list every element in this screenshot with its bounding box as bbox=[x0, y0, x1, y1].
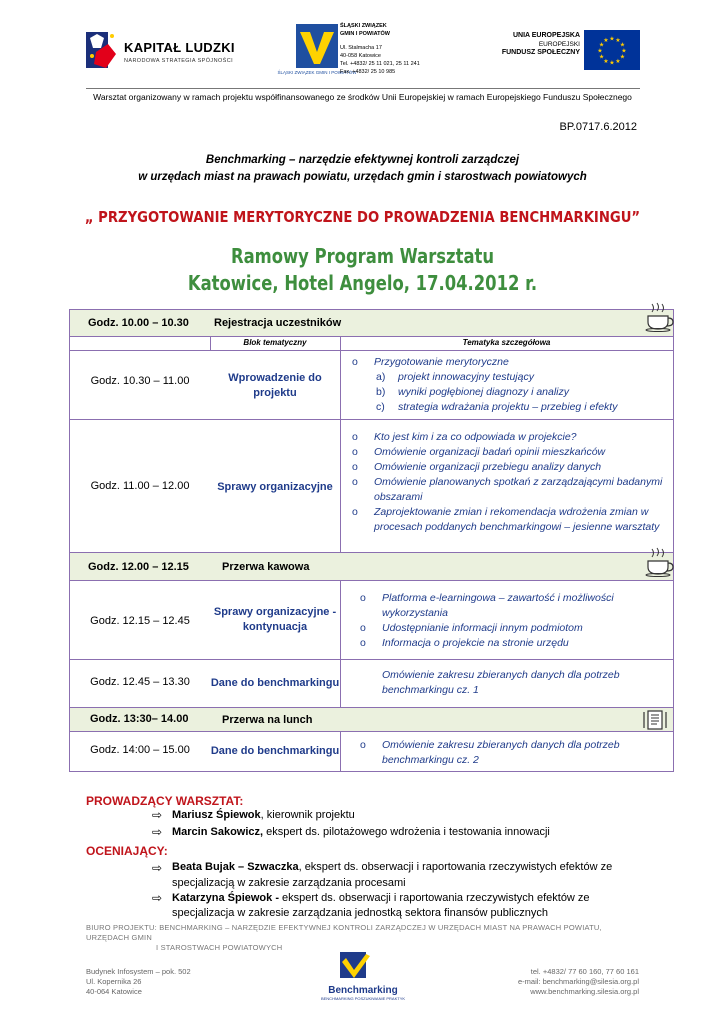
eu-star-icon: ★ bbox=[603, 38, 609, 45]
silesian-addr-fax: Fax. +4832/ 25 10 985 bbox=[340, 69, 396, 75]
list-item bbox=[352, 355, 672, 370]
eu-star-icon: ★ bbox=[598, 42, 605, 49]
list-item bbox=[352, 460, 672, 475]
program-title: Ramowy Program Warsztatu bbox=[230, 244, 495, 268]
subtopic-text: projekt innowacyjny testujący bbox=[398, 371, 534, 383]
session-topics bbox=[360, 591, 680, 651]
list-item bbox=[352, 430, 672, 445]
bullet-circle-icon: o bbox=[352, 446, 358, 458]
kapital-ludzki-star-icon bbox=[86, 28, 118, 72]
column-divider bbox=[340, 732, 341, 772]
silesian-name-line-1: ŚLĄSKI ZWIĄZEK bbox=[340, 23, 387, 29]
benchmarking-logo-sub: BENCHMARKING POSZUKIWANIE PRAKTYK bbox=[320, 996, 406, 1001]
registration-label: Rejestracja uczestników bbox=[214, 317, 342, 329]
subtopic-text: strategia wdrażania projektu – przebieg i efekty bbox=[398, 401, 618, 413]
break-time: Godz. 13:30– 14.00 bbox=[90, 713, 189, 725]
project-office-note bbox=[86, 923, 640, 953]
footer-phone: tel. +4832/ 77 60 160, 77 60 161 bbox=[530, 967, 639, 976]
list-item bbox=[352, 505, 672, 535]
evaluator-person-2-cont: specjalizacja w zakresie zarządzania jednostką sektora finansów publicznych bbox=[172, 907, 549, 919]
footer-address bbox=[86, 967, 191, 997]
footer-addr-city: 40-064 Katowice bbox=[86, 987, 142, 996]
evaluators-section-title: OCENIAJĄCY: bbox=[86, 844, 168, 858]
footer-addr-street: Ul. Kopernika 26 bbox=[86, 977, 142, 986]
program-heading bbox=[65, 243, 660, 297]
arrow-right-icon: ⇨ bbox=[152, 891, 163, 905]
column-header-block: Blok tematyczny bbox=[243, 338, 307, 347]
subtitle-line-1: Benchmarking – narzędzie efektywnej kontroli zarządczej bbox=[205, 154, 520, 166]
bullet-circle-icon: o bbox=[360, 739, 366, 751]
table-row bbox=[70, 420, 673, 553]
kapital-ludzki-subtitle: NARODOWA STRATEGIA SPÓJNOŚCI bbox=[124, 58, 233, 64]
break-time: Godz. 12.00 – 12.15 bbox=[88, 561, 189, 573]
silesian-addr-phone: Tel. +4832/ 25 11 021, 25 11 241 bbox=[340, 61, 420, 67]
silesian-logo-caption: ŚLĄSKI ZWIĄZEK GMIN I POWIATÓW bbox=[277, 70, 357, 75]
topic-text: Omówienie organizacji przebiegu analizy danych bbox=[374, 461, 602, 473]
eu-star-icon: ★ bbox=[619, 54, 626, 61]
subtitle-line-2: w urzędach miast na prawach powiatu, urzędach gmin i starostwach powiatowych bbox=[138, 171, 587, 183]
table-header-row bbox=[70, 337, 673, 351]
session-time: Godz. 12.45 – 13.30 bbox=[90, 676, 190, 688]
person-role: ekspert ds. obserwacji i raportowania rzeczywistych efektów ze bbox=[278, 892, 590, 904]
column-divider bbox=[340, 337, 341, 350]
list-item bbox=[360, 636, 680, 651]
session-time: Godz. 10.30 – 11.00 bbox=[90, 375, 190, 387]
lead-person-1 bbox=[172, 807, 355, 823]
eu-star-icon: ★ bbox=[598, 54, 605, 61]
table-row-registration bbox=[70, 310, 673, 337]
list-item bbox=[352, 385, 672, 400]
break-label: Przerwa na lunch bbox=[222, 714, 313, 726]
eu-line-2: EUROPEJSKI bbox=[538, 40, 580, 48]
silesian-association-logo bbox=[277, 22, 441, 82]
topic-text: Udostępnianie informacji innym podmiotom bbox=[382, 622, 583, 634]
person-name: Marcin Sakowicz, bbox=[172, 826, 264, 838]
person-name: Mariusz Śpiewok bbox=[172, 809, 261, 821]
column-divider bbox=[210, 337, 211, 350]
session-block: Sprawy organizacyjne - kontynuacja bbox=[213, 606, 337, 633]
bullet-circle-icon: o bbox=[352, 356, 358, 368]
session-topics bbox=[360, 738, 672, 768]
session-block: Sprawy organizacyjne bbox=[217, 481, 333, 493]
person-role: , kierownik projektu bbox=[260, 809, 355, 821]
topic-text: Omówienie zakresu zbieranych danych dla potrzeb benchmarkingu cz. 2 bbox=[382, 739, 620, 766]
footer-email[interactable]: e-mail: benchmarking@silesia.org.pl bbox=[518, 977, 639, 986]
bullet-circle-icon: o bbox=[360, 637, 366, 649]
session-block: Wprowadzenie do projektu bbox=[228, 372, 322, 399]
footer-website[interactable]: www.benchmarking.silesia.org.pl bbox=[530, 987, 639, 996]
table-row-lunch-break bbox=[70, 708, 673, 732]
topic-text: Zaprojektowanie zmian i rekomendacja wdrożenia zmian w procesach poddanych benchmarkingowi – jesienne warsztaty bbox=[374, 506, 660, 533]
eu-star-icon: ★ bbox=[615, 38, 621, 45]
lunch-menu-icon bbox=[642, 709, 668, 731]
document-reference: BP.0717.6.2012 bbox=[559, 121, 637, 133]
list-item bbox=[360, 591, 680, 621]
topic-text: Omówienie planowanych spotkań z zarządzającymi badanymi obszarami bbox=[374, 476, 663, 503]
bullet-circle-icon: o bbox=[352, 476, 358, 488]
document-subtitle bbox=[0, 152, 725, 186]
column-header-topics: Tematyka szczegółowa bbox=[462, 338, 551, 347]
arrow-right-icon: ⇨ bbox=[152, 825, 163, 839]
evaluator-person-1-cont: specjalizacją w zakresie zarządzania procesami bbox=[172, 877, 406, 889]
bullet-circle-icon: o bbox=[352, 506, 358, 518]
person-name: Beata Bujak – Szwaczka bbox=[172, 861, 299, 873]
topic-text: Przygotowanie merytoryczne bbox=[374, 356, 509, 368]
session-topics bbox=[352, 355, 672, 415]
session-block: Dane do benchmarkingu bbox=[210, 745, 340, 757]
session-topics bbox=[352, 430, 672, 535]
silesian-association-name bbox=[340, 22, 390, 38]
bullet-circle-icon: o bbox=[360, 622, 366, 634]
session-time: Godz. 14:00 – 15.00 bbox=[90, 744, 190, 756]
eu-star-icon: ★ bbox=[609, 60, 615, 67]
session-topic: Omówienie zakresu zbieranych danych dla potrzeb benchmarkingu cz. 1 bbox=[382, 669, 620, 696]
break-label: Przerwa kawowa bbox=[222, 561, 310, 573]
silesian-association-emblem-icon bbox=[277, 24, 357, 78]
eu-line-1: UNIA EUROPEJSKA bbox=[512, 32, 580, 39]
footer-contact bbox=[518, 967, 639, 997]
silesian-addr-city: 40-058 Katowice bbox=[340, 53, 381, 59]
silesian-association-address bbox=[340, 44, 420, 76]
project-office-line-1: BIURO PROJEKTU: BENCHMARKING – NARZĘDZIE EFEKTYWNEJ KONTROLI ZARZĄDCZEJ W URZĘDACH MIAST NA PRAWACH POWIATU, URZĘDACH GMIN bbox=[86, 923, 602, 942]
table-row bbox=[70, 732, 673, 772]
session-time: Godz. 12.15 – 12.45 bbox=[90, 615, 190, 627]
workshop-title: „ PRZYGOTOWANIE MERYTORYCZNE DO PROWADZENIA BENCHMARKINGU” bbox=[84, 208, 641, 226]
cofinance-note: Warsztat organizowany w ramach projektu współfinansowanego ze środków Unii Europejskiej w ramach Europejskiego Funduszu Społecznego bbox=[93, 92, 632, 102]
program-place-date: Katowice, Hotel Angelo, 17.04.2012 r. bbox=[187, 271, 538, 295]
project-office-line-2: I STAROSTWACH POWIATOWYCH bbox=[156, 943, 283, 952]
benchmarking-logo-name: Benchmarking bbox=[328, 985, 398, 996]
table-row bbox=[70, 351, 673, 420]
silesian-addr-street: Ul. Stalmacha 17 bbox=[340, 45, 382, 51]
eu-star-icon: ★ bbox=[621, 48, 627, 55]
person-role: , ekspert ds. obserwacji i raportowania rzeczywistych efektów ze bbox=[298, 861, 613, 873]
eu-star-icon: ★ bbox=[615, 58, 621, 65]
eu-logo-text bbox=[500, 32, 580, 58]
footer-addr-building: Budynek Infosystem – pok. 502 bbox=[86, 967, 191, 976]
header-divider bbox=[86, 88, 640, 89]
eu-star-icon: ★ bbox=[603, 58, 609, 65]
column-divider bbox=[340, 420, 341, 552]
list-item bbox=[360, 621, 680, 636]
bullet-circle-icon: o bbox=[352, 461, 358, 473]
table-row-coffee-break bbox=[70, 553, 673, 581]
lead-section-title: PROWADZĄCY WARSZTAT: bbox=[86, 794, 244, 808]
arrow-right-icon: ⇨ bbox=[152, 808, 163, 822]
kapital-ludzki-title: KAPITAŁ LUDZKI bbox=[124, 40, 235, 55]
coffee-cup-icon bbox=[644, 302, 674, 332]
coffee-cup-icon bbox=[644, 547, 674, 577]
registration-time: Godz. 10.00 – 10.30 bbox=[88, 317, 189, 329]
topic-text: Informacja o projekcie na stronie urzędu bbox=[382, 637, 569, 649]
person-name: Katarzyna Śpiewok - bbox=[172, 892, 279, 904]
table-row bbox=[70, 660, 673, 708]
session-block: Dane do benchmarkingu bbox=[210, 677, 340, 689]
bullet-circle-icon: o bbox=[360, 592, 366, 604]
list-item bbox=[352, 400, 672, 415]
topic-text: Omówienie organizacji badań opinii mieszkańców bbox=[374, 446, 606, 458]
eu-star-icon: ★ bbox=[609, 36, 615, 43]
session-time: Godz. 11.00 – 12.00 bbox=[90, 480, 190, 492]
column-divider bbox=[340, 351, 341, 419]
kapital-ludzki-logo bbox=[86, 28, 261, 72]
program-table bbox=[69, 309, 674, 772]
eu-star-icon: ★ bbox=[597, 48, 603, 55]
eu-line-3: FUNDUSZ SPOŁECZNY bbox=[501, 49, 580, 56]
evaluator-person-2 bbox=[172, 890, 638, 906]
topic-text: Kto jest kim i za co odpowiada w projekcie? bbox=[374, 431, 577, 443]
list-item bbox=[360, 738, 672, 768]
eu-star-icon: ★ bbox=[619, 42, 626, 49]
subtopic-marker: a) bbox=[376, 371, 386, 383]
list-item bbox=[352, 475, 672, 505]
evaluator-person-1 bbox=[172, 859, 638, 875]
eu-flag-icon bbox=[584, 30, 640, 70]
subtopic-marker: b) bbox=[376, 386, 386, 398]
list-item bbox=[352, 445, 672, 460]
arrow-right-icon: ⇨ bbox=[152, 861, 163, 875]
topic-text: Platforma e-learningowa – zawartość i możliwości wykorzystania bbox=[382, 592, 614, 619]
eu-logo bbox=[500, 30, 640, 74]
column-divider bbox=[340, 660, 341, 707]
person-role: ekspert ds. pilotażowego wdrożenia i testowania innowacji bbox=[263, 826, 550, 838]
table-row bbox=[70, 581, 673, 660]
bullet-circle-icon: o bbox=[352, 431, 358, 443]
list-item bbox=[352, 370, 672, 385]
lead-person-2 bbox=[172, 824, 550, 840]
silesian-name-line-2: GMIN I POWIATÓW bbox=[340, 31, 391, 37]
column-divider bbox=[340, 581, 341, 659]
subtopic-marker: c) bbox=[376, 401, 385, 413]
page-header bbox=[0, 22, 725, 88]
subtopic-text: wyniki pogłębionej diagnozy i analizy bbox=[398, 386, 570, 398]
